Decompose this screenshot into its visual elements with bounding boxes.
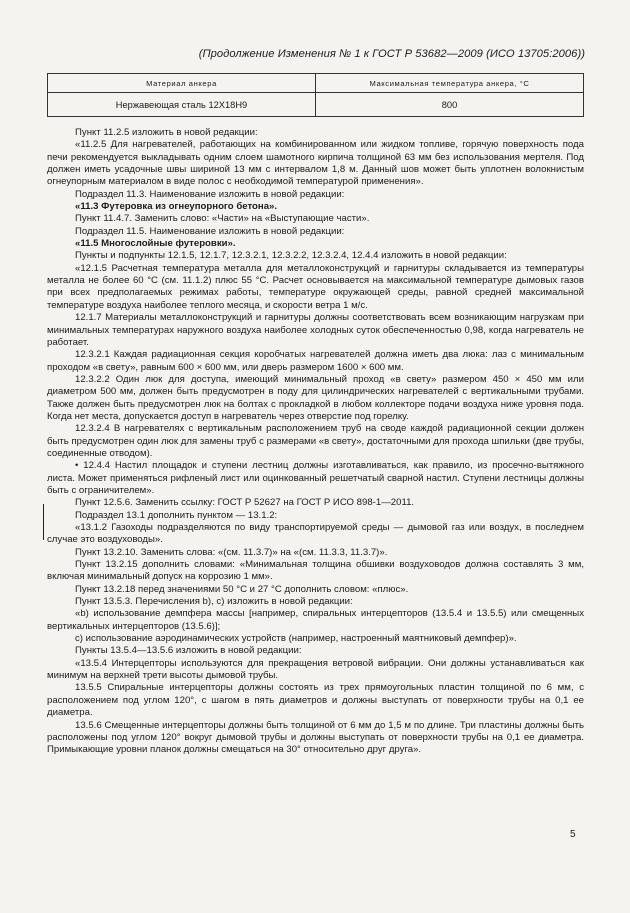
paragraph: Подраздел 13.1 дополнить пунктом — 13.1.2: [75, 509, 278, 521]
paragraph: 12.3.2.4 В нагревателях с вертикальным расположением труб на своде каждой радиационной секции должен быть предусмотрен один люк для замены труб с размерами «в свету», достаточными для прохода шпильки (две трубы, соединенные отводом). [47, 423, 584, 459]
paragraph: «13.5.4 Интерцепторы используются для прекращения ветровой вибрации. Они должны устанавливаться как минимум на верхней трети высоты дымовой трубы. [47, 657, 584, 682]
paragraph: «13.1.2 Газоходы подразделяются по виду транспортируемой среды — дымовой газ или воздух, в последнем случае это воздуховоды». [47, 522, 584, 546]
paragraph: Пункт 11.2.5 изложить в новой редакции: [75, 127, 258, 138]
paragraph: Пункт 12.5.6. Заменить ссылку: ГОСТ Р 52627 на ГОСТ Р ИСО 898-1—2011. [75, 497, 415, 509]
paragraph: 12.3.2.2 Один люк для доступа, имеющий минимальный проход «в свету» размером 450 × 450 мм или диаметром 500 мм, должен быть предусмотрен в поду для цилиндрических нагревателей с вертикальными трубами. Также должен быть предусмотрен люк на болтах с прокладкой в любом коллекторе подачи воздуха ниже уровня пода. Когда нет места, допускается доступ в нагреватель через отверстие под горелку. [47, 373, 584, 422]
table-header-temperature: Максимальная температура анкера, °С [316, 74, 584, 93]
paragraph: Пункт 11.4.7. Заменить слово: «Части» на «Выступающие части». [75, 213, 370, 225]
table-header-row [48, 74, 584, 93]
change-bar [43, 504, 44, 540]
paragraph: «11.2.5 Для нагревателей, работающих на комбинированном или жидком топливе, горячую поверхность пода печи рекомендуется выкладывать одним слоем шамотного кирпича толщиной 63 мм без использования мертеля. Под должен иметь усадочные швы шириной 13 мм с интервалом 1,8 м. Данный шов может быть уплотнен волокнистым огнеупорным материалом в виде полос с необходимой температурой применения». [47, 139, 584, 188]
paragraph: «12.1.5 Расчетная температура металла для металлоконструкций и гарнитуры складывается из температуры металла не более 60 °С (см. 11.1.2) плюс 55 °С. Расчет основывается на максимальной температуре дымовых газов при всех предполагаемых режимах работы, температуре окружающей среды, равной средней максимальной температуре воздуха наиболее теплого месяца, и скорости ветра 1 м/с. [47, 262, 584, 311]
paragraph: 13.5.5 Спиральные интерцепторы должны состоять из трех прямоугольных пластин толщиной по 6 мм, с расположением под углом 120°, с шагом в пять диаметров и должны выступать от поверхности трубы на 0,1 ее диаметра. [47, 682, 584, 719]
table-row [48, 93, 584, 117]
paragraph: Подраздел 11.3. Наименование изложить в новой редакции: [75, 188, 345, 200]
paragraph: Пункты 13.5.4—13.5.6 изложить в новой редакции: [75, 645, 302, 657]
table-header-material: Материал анкера [48, 74, 316, 93]
paragraph: с) использование аэродинамических устройств (например, настроенный маятниковый демпфер)». [75, 633, 517, 645]
table-cell-material: Нержавеющая сталь 12Х18Н9 [48, 93, 316, 117]
section-title-11-3: «11.3 Футеровка из огнеупорного бетона». [75, 201, 278, 213]
paragraph: 12.1.7 Материалы металлоконструкций и гарнитуры должны соответствовать всем возникающим нагрузкам при минимальных температурах наружного воздуха наиболее холодных суток обеспеченностью 0,98, когда нагреватель не работает. [47, 312, 584, 348]
paragraph: Пункт 13.2.10. Заменить слова: «(см. 11.3.7)» на «(см. 11.3.3, 11.3.7)». [75, 546, 388, 558]
paragraph: 12.3.2.1 Каждая радиационная секция коробчатых нагревателей должна иметь два люка: лаз с минимальным проходом «в свету», равным 600 × 600 мм, или дверь размером 1600 × 600 мм. [47, 349, 584, 373]
page-header: (Продолжение Изменения № 1 к ГОСТ Р 53682—2009 (ИСО 13705:2006)) [198, 48, 585, 60]
paragraph: Подраздел 11.5. Наименование изложить в новой редакции: [75, 225, 345, 237]
section-title-11-5: «11.5 Многослойные футеровки». [75, 238, 236, 250]
paragraph: • 12.4.4 Настил площадок и ступени лестниц должны изготавливаться, как правило, из просечно-вытяжного листа. Может применяться рифленый лист или оцинкованный решетчатый сварной настил. Ступени лестницы должны быть с ограничителем». [47, 460, 584, 496]
paragraph: Пункт 13.2.15 дополнить словами: «Минимальная толщина обшивки воздуховодов должна составлять 3 мм, включая минимальный допуск на коррозию 1 мм». [47, 559, 584, 583]
page-number: 5 [570, 829, 576, 840]
paragraph: Пункты и подпункты 12.1.5, 12.1.7, 12.3.2.1, 12.3.2.2, 12.3.2.4, 12.4.4 изложить в новой редакции: [75, 250, 507, 262]
anchor-material-table [47, 73, 584, 117]
paragraph: Пункт 13.5.3. Перечисления b), с) изложить в новой редакции: [75, 596, 353, 608]
table-cell-temperature: 800 [316, 93, 584, 117]
paragraph: 13.5.6 Смещенные интерцепторы должны быть толщиной от 6 мм до 1,5 м по длине. Три пластины должны быть расположены под углом 120° вокруг дымовой трубы и должны выступать от поверхности трубы на 0,1 ее диаметра. Примыкающие уровни планок должны смещаться на 30° относительно друг друга». [47, 719, 584, 756]
document-body [47, 127, 584, 757]
paragraph: «b) использование демпфера массы [например, спиральных интерцепторов (13.5.4 и 13.5.5) или смещенных вертикальных интерцепторов (13.5.6)]; [47, 608, 584, 632]
paragraph: Пункт 13.2.18 перед значениями 50 °С и 27 °С дополнить словом: «плюс». [75, 583, 409, 595]
